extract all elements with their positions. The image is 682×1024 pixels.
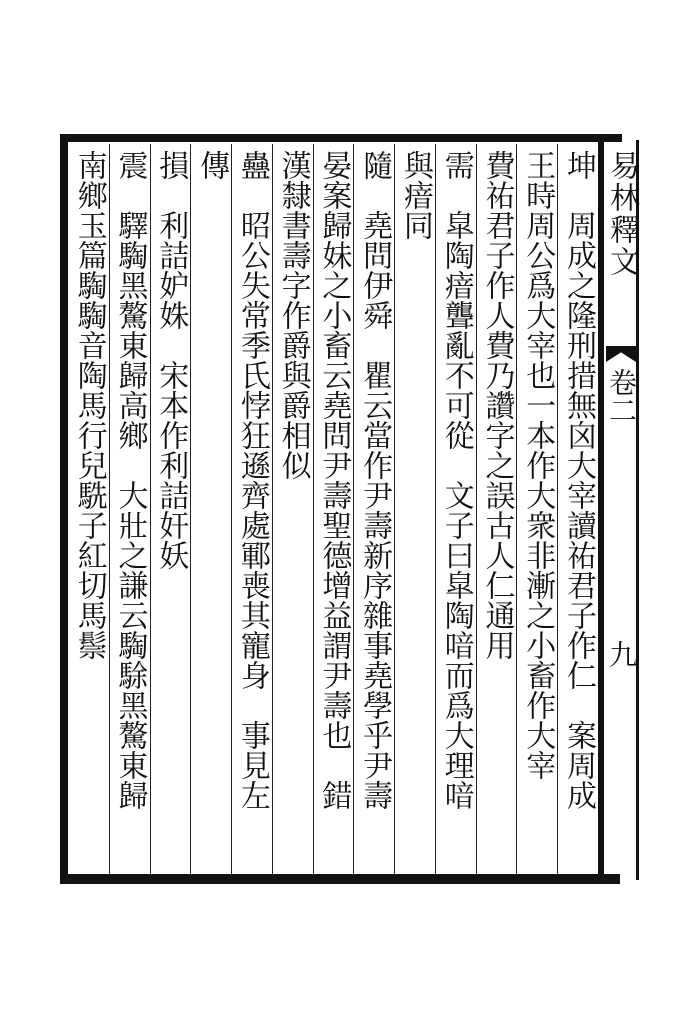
frame-left-border <box>60 134 68 884</box>
text-column-9: 蠱 昭公失常季氏悖狂遜齊處鄆喪其寵身 事見左 <box>234 150 270 810</box>
margin-volume-label: 卷二 <box>605 368 638 424</box>
fishtail-mark <box>606 346 636 362</box>
text-column-1: 坤 周成之隆刑措無囟大宰讀祐君子作仁 案周成 <box>560 150 596 810</box>
column-divider <box>109 144 110 874</box>
text-column-6: 隨 堯問伊舜 瞿云當作尹壽新序雜事堯學乎尹壽 <box>357 150 393 810</box>
column-divider <box>394 144 395 874</box>
text-column-2: 王時周公爲大宰也一本作大衆非漸之小畜作大宰 <box>520 150 556 780</box>
text-column-3: 費祐君子作人費乃讚字之誤古人仁通用 <box>479 150 515 660</box>
frame-top-border <box>60 134 622 142</box>
margin-book-title: 易林釋文 <box>604 150 639 278</box>
column-divider <box>150 144 151 874</box>
column-divider <box>476 144 477 874</box>
column-divider <box>435 144 436 874</box>
text-column-12: 震 驛騊黑驁東歸高鄉 大壯之謙云騊駼黑驁東歸 <box>112 150 148 810</box>
margin-page-number: 九 <box>605 640 638 668</box>
text-column-11: 損 利詰妒姝 宋本作利詰奸妖 <box>153 150 189 570</box>
column-divider <box>272 144 273 874</box>
text-column-10: 傳 <box>194 150 230 180</box>
text-column-4: 需 皐陶瘖聾亂不可從 文子曰皐陶喑而爲大理喑 <box>438 150 474 810</box>
text-column-5: 與瘖同 <box>397 150 433 240</box>
text-column-7: 晏案歸妹之小畜云堯問尹壽聖德增益謂尹壽也 錯 <box>316 150 352 810</box>
column-divider <box>231 144 232 874</box>
text-column-8: 漢隸書壽字作爵與爵相似 <box>275 150 311 480</box>
column-divider <box>313 144 314 874</box>
frame-bottom-border <box>60 874 620 884</box>
text-column-13: 南鄉玉篇騊騊音陶馬行兒駪子紅切馬鬃 <box>71 150 107 660</box>
